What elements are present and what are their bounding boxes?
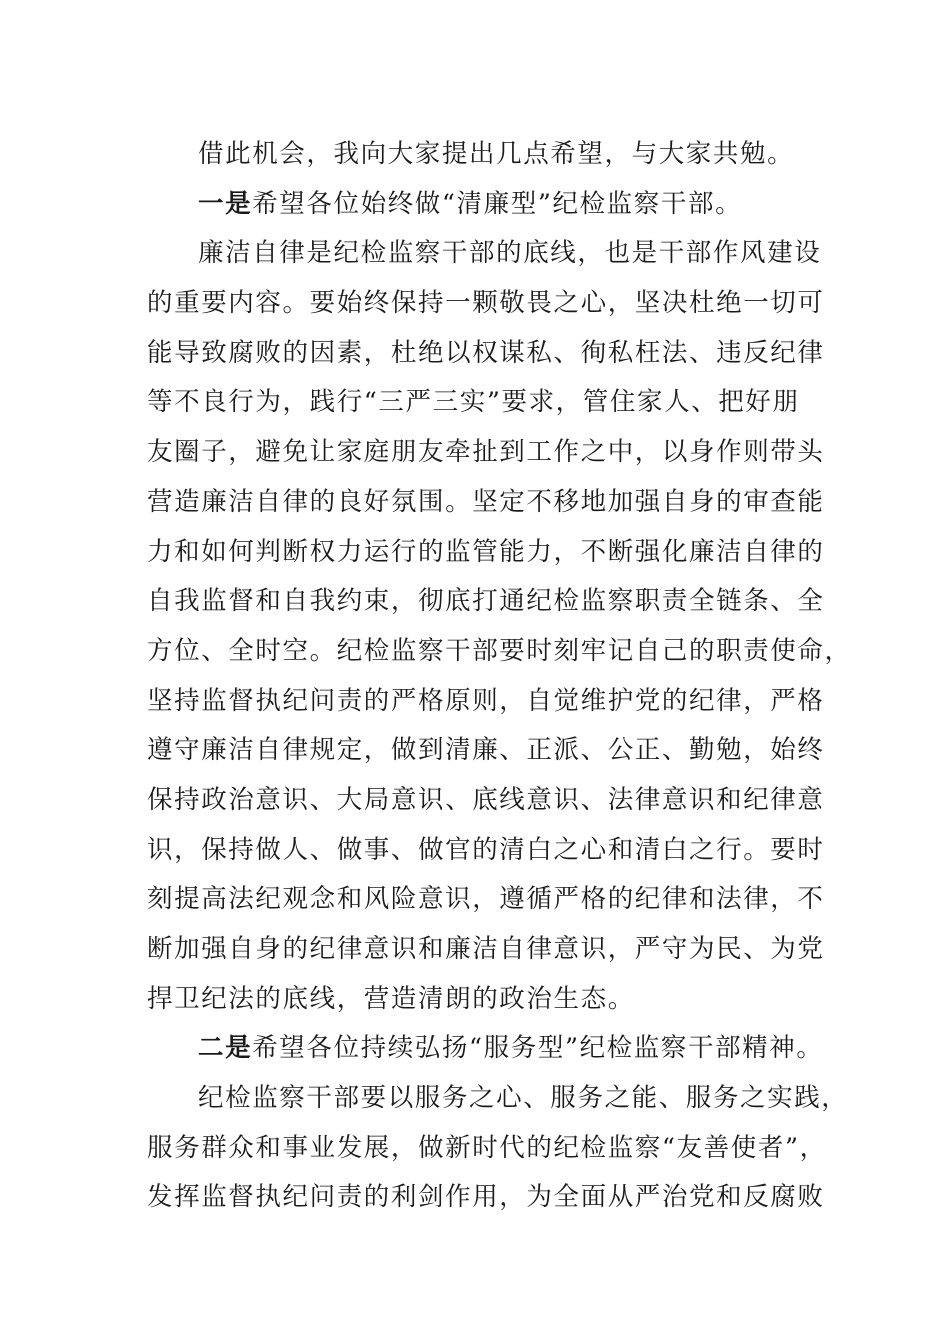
heading-second-point-text: 希望各位持续弘扬“服务型”纪检监察干部精神。 bbox=[252, 1033, 824, 1064]
paragraph-line: 力和如何判断权力运行的监管能力，不断强化廉洁自律的 bbox=[147, 536, 825, 567]
document-body bbox=[147, 130, 852, 1223]
heading-first-point bbox=[147, 180, 807, 230]
paragraph-line: 方位、全时空。纪检监察干部要时刻牢记自己的职责使命， bbox=[147, 635, 852, 666]
paragraph-line: 保持政治意识、大局意识、底线意识、法律意识和纪律意 bbox=[147, 784, 825, 815]
paragraph-line: 廉洁自律是纪检监察干部的底线，也是干部作风建设 bbox=[198, 238, 822, 269]
paragraph-line: 等不良行为，践行“三严三实”要求，管住家人、把好朋 bbox=[147, 387, 800, 418]
paragraph-line: 发挥监督执纪问责的利剑作用，为全面从严治党和反腐败 bbox=[147, 1182, 825, 1213]
paragraph-line: 断加强自身的纪律意识和廉洁自律意识，严守为民、为党 bbox=[147, 934, 825, 964]
paragraph-intro: 借此机会，我向大家提出几点希望，与大家共勉。 bbox=[198, 139, 795, 169]
paragraph-line: 捍卫纪法的底线，营造清朗的政治生态。 bbox=[147, 983, 635, 1014]
paragraph-line: 纪检监察干部要以服务之心、服务之能、服务之实践， bbox=[198, 1083, 849, 1114]
paragraph-line: 友圈子，避免让家庭朋友牵扯到工作之中，以身作则带头 bbox=[147, 437, 825, 468]
heading-second-point bbox=[147, 1024, 824, 1074]
paragraph-line: 坚持监督执纪问责的严格原则，自觉维护党的纪律，严格 bbox=[147, 685, 825, 716]
paragraph-line: 能导致腐败的因素，杜绝以权谋私、徇私枉法、违反纪律 bbox=[147, 337, 825, 368]
paragraph-line: 服务群众和事业发展，做新时代的纪检监察“友善使者”， bbox=[147, 1132, 827, 1163]
heading-first-point-lead: 一是 bbox=[198, 188, 253, 219]
heading-first-point-text: 希望各位始终做“清廉型”纪检监察干部。 bbox=[252, 188, 743, 219]
paragraph-line: 营造廉洁自律的良好氛围。坚定不移地加强自身的审查能 bbox=[147, 486, 825, 517]
paragraph-line: 识，保持做人、做事、做官的清白之心和清白之行。要时 bbox=[147, 834, 825, 865]
paragraph-line: 遵守廉洁自律规定，做到清廉、正派、公正、勤勉，始终 bbox=[147, 735, 825, 766]
paragraph-line: 的重要内容。要始终保持一颗敬畏之心，坚决杜绝一切可 bbox=[147, 288, 825, 319]
paragraph-line: 刻提高法纪观念和风险意识，遵循严格的纪律和法律，不 bbox=[147, 884, 825, 915]
heading-second-point-lead: 二是 bbox=[198, 1033, 253, 1064]
paragraph-line: 自我监督和自我约束，彻底打通纪检监察职责全链条、全 bbox=[147, 586, 825, 617]
